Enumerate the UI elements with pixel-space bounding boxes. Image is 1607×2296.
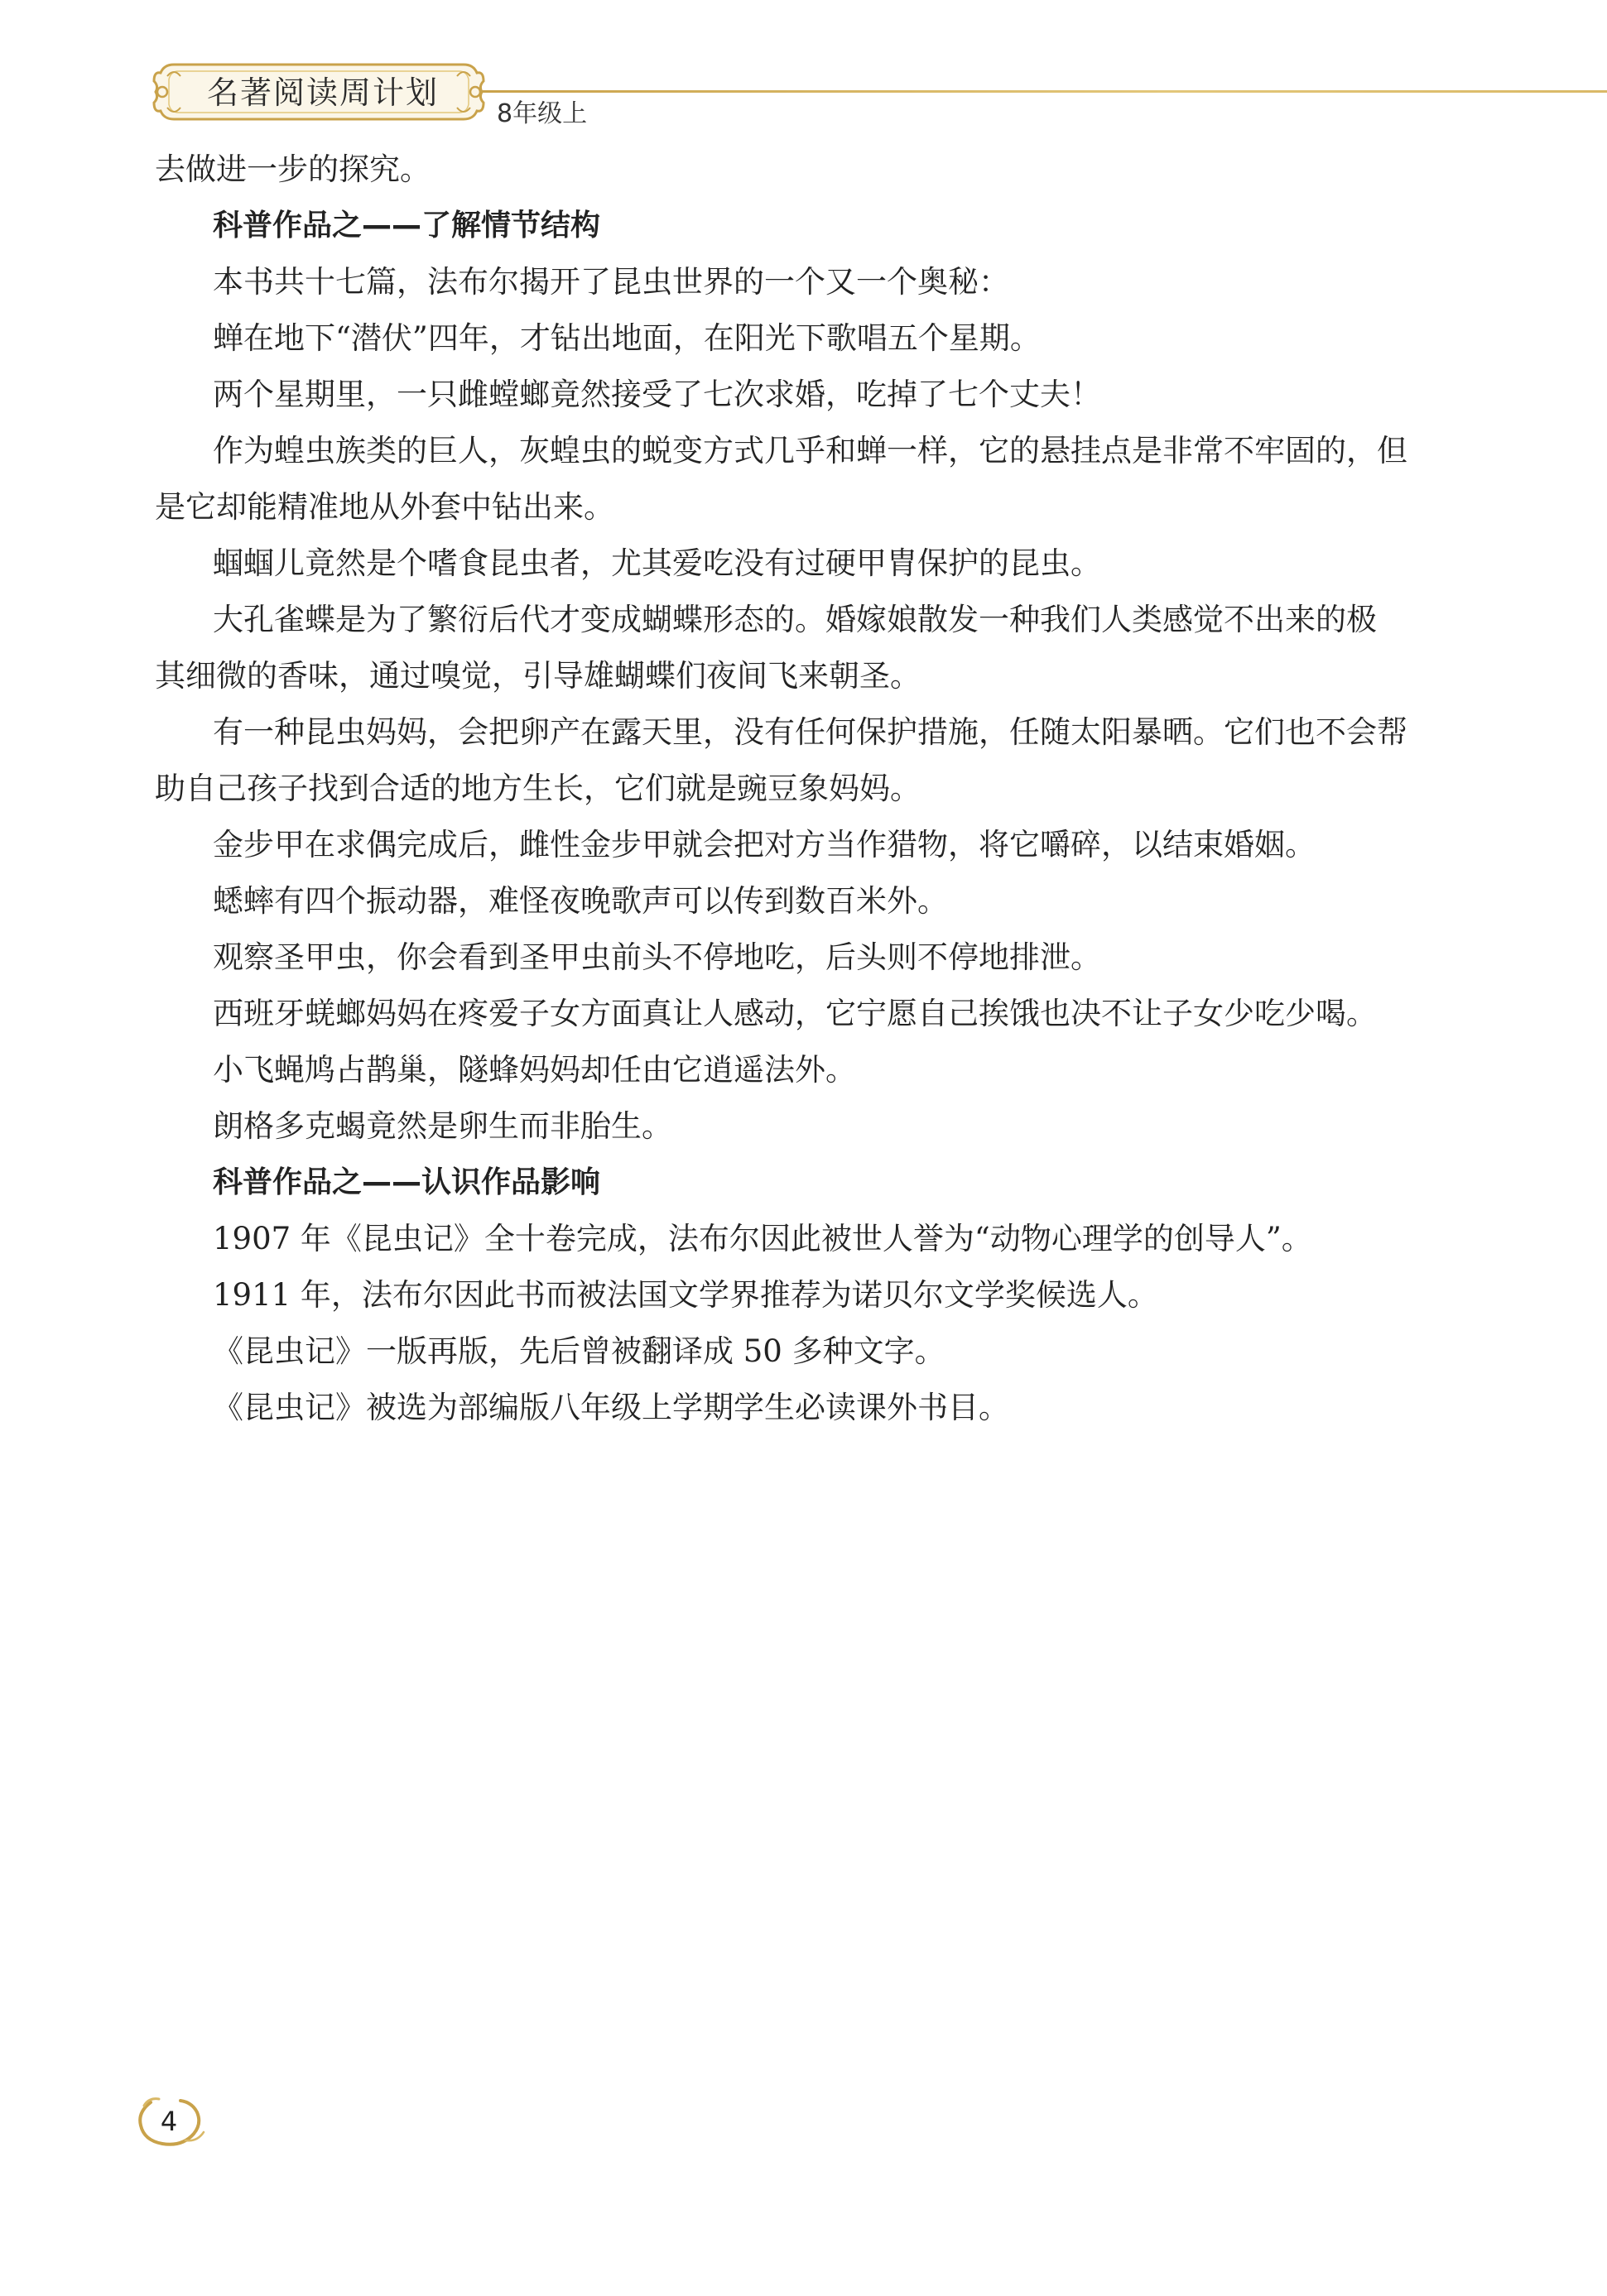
paragraph-line: 《昆虫记》被选为部编版八年级上学期学生必读课外书目。: [213, 1390, 1009, 1425]
section-heading-influence: 科普作品之——认识作品影响: [213, 1165, 601, 1199]
book-series-title: 名著阅读周计划: [206, 74, 439, 111]
paragraph-line: 金步甲在求偶完成后，雌性金步甲就会把对方当作猎物，将它嚼碎，以结束婚姻。: [213, 827, 1316, 862]
paragraph-line: 1911 年，法布尔因此书而被法国文学界推荐为诺贝尔文学奖候选人。: [213, 1277, 1158, 1313]
paragraph-line: 两个星期里，一只雌螳螂竟然接受了七次求婚，吃掉了七个丈夫！: [213, 377, 1101, 412]
grade-label: 8年级上: [497, 99, 588, 128]
paragraph-line: 西班牙蜣螂妈妈在疼爱子女方面真让人感动，它宁愿自己挨饿也决不让子女少吃少喝。: [213, 996, 1377, 1031]
paragraph-line: 观察圣甲虫，你会看到圣甲虫前头不停地吃，后头则不停地排泄。: [213, 939, 1101, 975]
paragraph-line: 其细微的香味，通过嗅觉，引导雄蝴蝶们夜间飞来朝圣。: [155, 658, 921, 694]
page-number: 4: [160, 2106, 178, 2137]
paragraph-line: 《昆虫记》一版再版，先后曾被翻译成 50 多种文字。: [213, 1333, 945, 1369]
paragraph-line: 是它却能精准地从外套中钻出来。: [155, 489, 614, 525]
paragraph-line: 蝈蝈儿竟然是个嗜食昆虫者，尤其爱吃没有过硬甲胄保护的昆虫。: [213, 545, 1101, 581]
paragraph-line: 本书共十七篇，法布尔揭开了昆虫世界的一个又一个奥秘：: [213, 264, 1009, 300]
header-divider: [480, 90, 1607, 93]
paragraph-line: 蟋蟀有四个振动器，难怪夜晚歌声可以传到数百米外。: [213, 883, 948, 919]
title-plaque: [149, 58, 488, 126]
paragraph-line: 1907 年《昆虫记》全十卷完成，法布尔因此被世人誉为“动物心理学的创导人”。: [213, 1221, 1312, 1256]
paragraph-line: 小飞蝇鸠占鹊巢，隧蜂妈妈却任由它逍遥法外。: [213, 1052, 856, 1088]
paragraph-line: 大孔雀蝶是为了繁衍后代才变成蝴蝶形态的。婚嫁娘散发一种我们人类感觉不出来的极: [213, 602, 1377, 637]
paragraph-line: 朗格多克蝎竟然是卵生而非胎生。: [213, 1108, 672, 1144]
page-number-badge: [134, 2092, 209, 2150]
paragraph-line: 有一种昆虫妈妈，会把卵产在露天里，没有任何保护措施，任随太阳暴晒。它们也不会帮: [213, 714, 1407, 750]
paragraph-line: 去做进一步的探究。: [155, 151, 431, 187]
paragraph-line: 作为蝗虫族类的巨人，灰蝗虫的蜕变方式几乎和蝉一样，它的悬挂点是非常不牢固的，但: [213, 433, 1407, 468]
page-header: [149, 50, 1474, 141]
paragraph-line: 蝉在地下“潜伏”四年，才钻出地面，在阳光下歌唱五个星期。: [213, 320, 1041, 356]
paragraph-line: 助自己孩子找到合适的地方生长，它们就是豌豆象妈妈。: [155, 771, 921, 806]
section-heading-structure: 科普作品之——了解情节结构: [213, 209, 601, 243]
